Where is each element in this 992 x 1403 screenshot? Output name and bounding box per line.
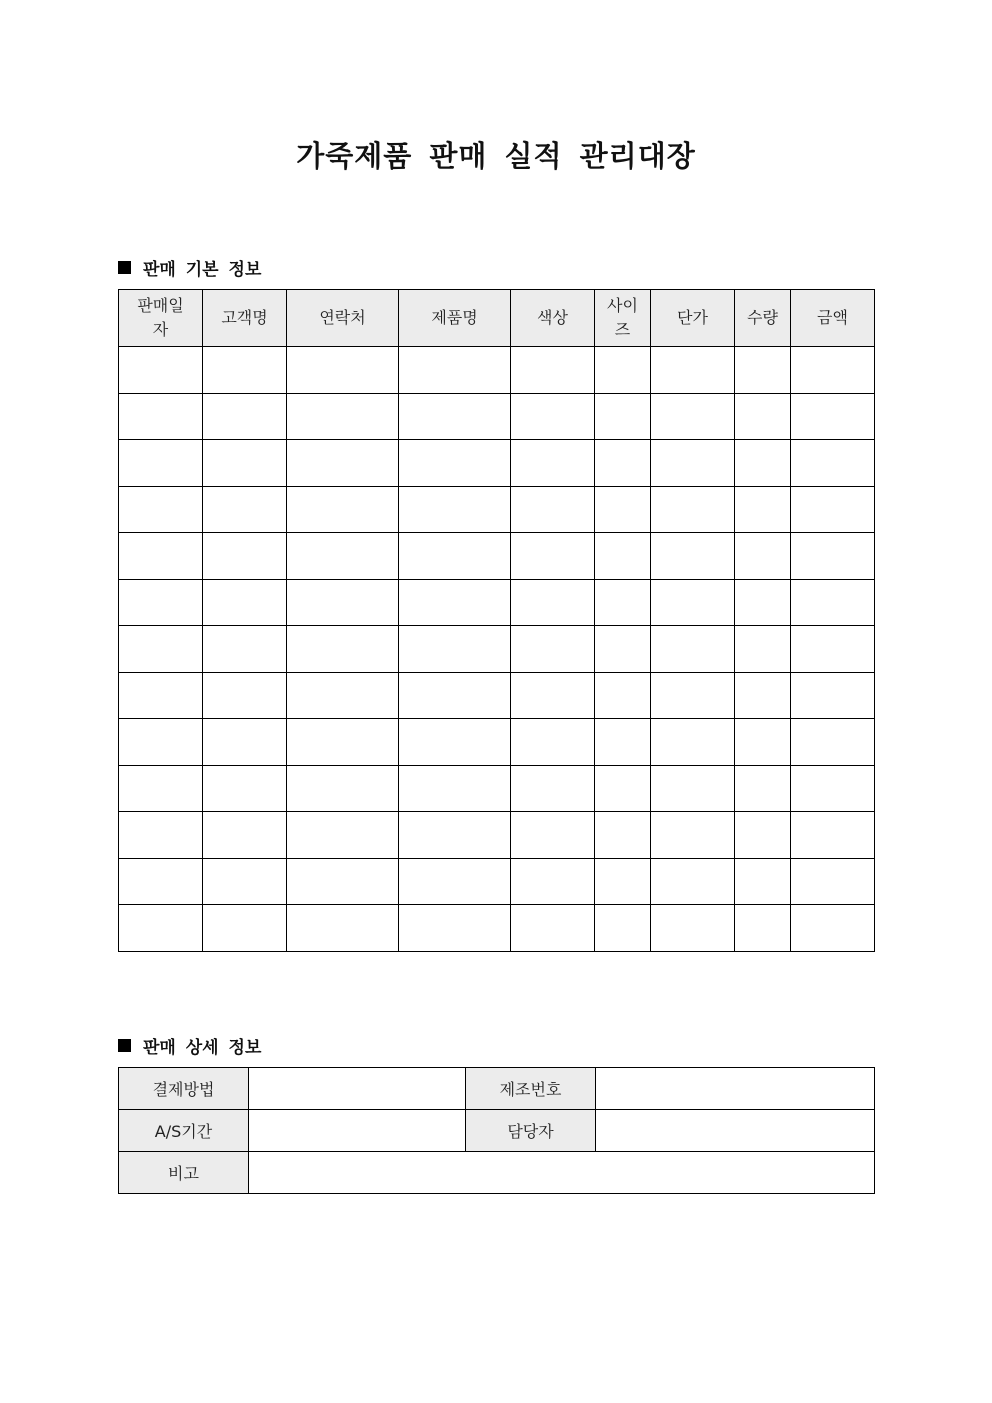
cell-size[interactable] — [595, 579, 651, 626]
cell-product[interactable] — [399, 393, 511, 440]
section-heading-detail-label: 판매 상세 정보 — [143, 1038, 262, 1058]
cell-quantity[interactable] — [735, 672, 791, 719]
cell-sale-date[interactable] — [119, 672, 203, 719]
manager-field[interactable] — [596, 1110, 875, 1152]
cell-product[interactable] — [399, 486, 511, 533]
cell-product[interactable] — [399, 905, 511, 952]
cell-unit-price[interactable] — [651, 486, 735, 533]
col-header-unit-price: 단가 — [651, 290, 735, 347]
payment-method-label: 결제방법 — [119, 1068, 249, 1110]
table-row — [119, 440, 875, 487]
cell-product[interactable] — [399, 765, 511, 812]
cell-size[interactable] — [595, 440, 651, 487]
cell-size[interactable] — [595, 812, 651, 859]
cell-contact[interactable] — [287, 347, 399, 394]
cell-product[interactable] — [399, 579, 511, 626]
table-row — [119, 858, 875, 905]
cell-quantity[interactable] — [735, 579, 791, 626]
cell-sale-date[interactable] — [119, 719, 203, 766]
col-header-contact: 연락처 — [287, 290, 399, 347]
cell-contact[interactable] — [287, 812, 399, 859]
cell-size[interactable] — [595, 672, 651, 719]
cell-color[interactable] — [511, 626, 595, 673]
square-bullet-icon — [118, 1039, 131, 1052]
col-header-customer: 고객명 — [203, 290, 287, 347]
cell-sale-date[interactable] — [119, 905, 203, 952]
table-row — [119, 672, 875, 719]
table-row — [119, 626, 875, 673]
cell-size[interactable] — [595, 626, 651, 673]
detail-row — [119, 1110, 875, 1152]
cell-customer[interactable] — [203, 486, 287, 533]
table-row — [119, 765, 875, 812]
section-heading-basic-label: 판매 기본 정보 — [143, 260, 262, 280]
cell-contact[interactable] — [287, 486, 399, 533]
cell-sale-date[interactable] — [119, 765, 203, 812]
cell-sale-date[interactable] — [119, 486, 203, 533]
cell-unit-price[interactable] — [651, 719, 735, 766]
cell-color[interactable] — [511, 905, 595, 952]
cell-quantity[interactable] — [735, 347, 791, 394]
section-heading-detail — [118, 1033, 261, 1058]
cell-size[interactable] — [595, 719, 651, 766]
cell-amount[interactable] — [791, 812, 875, 859]
cell-color[interactable] — [511, 347, 595, 394]
table-row — [119, 347, 875, 394]
cell-size[interactable] — [595, 393, 651, 440]
cell-size[interactable] — [595, 347, 651, 394]
cell-quantity[interactable] — [735, 905, 791, 952]
cell-contact[interactable] — [287, 579, 399, 626]
cell-customer[interactable] — [203, 905, 287, 952]
cell-color[interactable] — [511, 579, 595, 626]
col-header-size: 사이 즈 — [595, 290, 651, 347]
cell-product[interactable] — [399, 440, 511, 487]
col-header-amount: 금액 — [791, 290, 875, 347]
col-header-color: 색상 — [511, 290, 595, 347]
table-row — [119, 905, 875, 952]
cell-amount[interactable] — [791, 765, 875, 812]
cell-color[interactable] — [511, 719, 595, 766]
col-header-quantity: 수량 — [735, 290, 791, 347]
cell-customer[interactable] — [203, 812, 287, 859]
cell-amount[interactable] — [791, 858, 875, 905]
cell-customer[interactable] — [203, 765, 287, 812]
cell-quantity[interactable] — [735, 393, 791, 440]
cell-sale-date[interactable] — [119, 812, 203, 859]
cell-customer[interactable] — [203, 579, 287, 626]
cell-customer[interactable] — [203, 440, 287, 487]
table-row — [119, 719, 875, 766]
cell-customer[interactable] — [203, 347, 287, 394]
cell-color[interactable] — [511, 440, 595, 487]
cell-quantity[interactable] — [735, 858, 791, 905]
cell-unit-price[interactable] — [651, 858, 735, 905]
cell-contact[interactable] — [287, 905, 399, 952]
cell-contact[interactable] — [287, 626, 399, 673]
sales-basic-table — [118, 289, 875, 952]
cell-unit-price[interactable] — [651, 347, 735, 394]
cell-amount[interactable] — [791, 486, 875, 533]
table-row — [119, 486, 875, 533]
cell-amount[interactable] — [791, 440, 875, 487]
cell-customer[interactable] — [203, 626, 287, 673]
cell-quantity[interactable] — [735, 626, 791, 673]
cell-product[interactable] — [399, 719, 511, 766]
cell-amount[interactable] — [791, 579, 875, 626]
cell-quantity[interactable] — [735, 440, 791, 487]
cell-color[interactable] — [511, 858, 595, 905]
cell-amount[interactable] — [791, 672, 875, 719]
cell-size[interactable] — [595, 858, 651, 905]
as-period-label: A/S기간 — [119, 1110, 249, 1152]
cell-contact[interactable] — [287, 393, 399, 440]
cell-customer[interactable] — [203, 533, 287, 580]
cell-amount[interactable] — [791, 347, 875, 394]
serial-number-field[interactable] — [596, 1068, 875, 1110]
cell-color[interactable] — [511, 486, 595, 533]
cell-sale-date[interactable] — [119, 393, 203, 440]
cell-size[interactable] — [595, 765, 651, 812]
cell-size[interactable] — [595, 486, 651, 533]
sales-detail-table — [118, 1067, 875, 1194]
cell-unit-price[interactable] — [651, 812, 735, 859]
cell-color[interactable] — [511, 393, 595, 440]
cell-unit-price[interactable] — [651, 672, 735, 719]
cell-product[interactable] — [399, 812, 511, 859]
detail-row — [119, 1152, 875, 1194]
serial-number-label: 제조번호 — [466, 1068, 596, 1110]
section-heading-basic — [118, 255, 261, 280]
cell-contact[interactable] — [287, 719, 399, 766]
cell-product[interactable] — [399, 858, 511, 905]
cell-sale-date[interactable] — [119, 533, 203, 580]
remarks-label: 비고 — [119, 1152, 249, 1194]
cell-product[interactable] — [399, 533, 511, 580]
cell-amount[interactable] — [791, 626, 875, 673]
cell-quantity[interactable] — [735, 533, 791, 580]
cell-customer[interactable] — [203, 858, 287, 905]
cell-contact[interactable] — [287, 672, 399, 719]
cell-amount[interactable] — [791, 905, 875, 952]
cell-color[interactable] — [511, 533, 595, 580]
col-header-sale-date: 판매일 자 — [119, 290, 203, 347]
col-header-product: 제품명 — [399, 290, 511, 347]
cell-quantity[interactable] — [735, 486, 791, 533]
cell-contact[interactable] — [287, 533, 399, 580]
cell-quantity[interactable] — [735, 719, 791, 766]
cell-quantity[interactable] — [735, 812, 791, 859]
detail-row — [119, 1068, 875, 1110]
cell-color[interactable] — [511, 812, 595, 859]
table-row — [119, 533, 875, 580]
cell-product[interactable] — [399, 347, 511, 394]
table-row — [119, 812, 875, 859]
table-row — [119, 393, 875, 440]
cell-unit-price[interactable] — [651, 626, 735, 673]
cell-amount[interactable] — [791, 533, 875, 580]
cell-contact[interactable] — [287, 765, 399, 812]
cell-unit-price[interactable] — [651, 440, 735, 487]
remarks-field[interactable] — [249, 1152, 875, 1194]
cell-customer[interactable] — [203, 393, 287, 440]
cell-unit-price[interactable] — [651, 533, 735, 580]
cell-sale-date[interactable] — [119, 347, 203, 394]
cell-amount[interactable] — [791, 719, 875, 766]
cell-sale-date[interactable] — [119, 858, 203, 905]
cell-sale-date[interactable] — [119, 626, 203, 673]
cell-size[interactable] — [595, 533, 651, 580]
table-row — [119, 579, 875, 626]
cell-contact[interactable] — [287, 858, 399, 905]
cell-unit-price[interactable] — [651, 765, 735, 812]
square-bullet-icon — [118, 261, 131, 274]
cell-customer[interactable] — [203, 672, 287, 719]
cell-unit-price[interactable] — [651, 905, 735, 952]
cell-unit-price[interactable] — [651, 393, 735, 440]
as-period-field[interactable] — [249, 1110, 466, 1152]
cell-contact[interactable] — [287, 440, 399, 487]
cell-unit-price[interactable] — [651, 579, 735, 626]
cell-sale-date[interactable] — [119, 579, 203, 626]
cell-amount[interactable] — [791, 393, 875, 440]
manager-label: 담당자 — [466, 1110, 596, 1152]
cell-quantity[interactable] — [735, 765, 791, 812]
page-title: 가죽제품 판매 실적 관리대장 — [296, 139, 696, 173]
cell-customer[interactable] — [203, 719, 287, 766]
cell-product[interactable] — [399, 626, 511, 673]
payment-method-field[interactable] — [249, 1068, 466, 1110]
cell-color[interactable] — [511, 672, 595, 719]
cell-sale-date[interactable] — [119, 440, 203, 487]
table-header-row — [119, 290, 875, 347]
cell-size[interactable] — [595, 905, 651, 952]
cell-product[interactable] — [399, 672, 511, 719]
cell-color[interactable] — [511, 765, 595, 812]
